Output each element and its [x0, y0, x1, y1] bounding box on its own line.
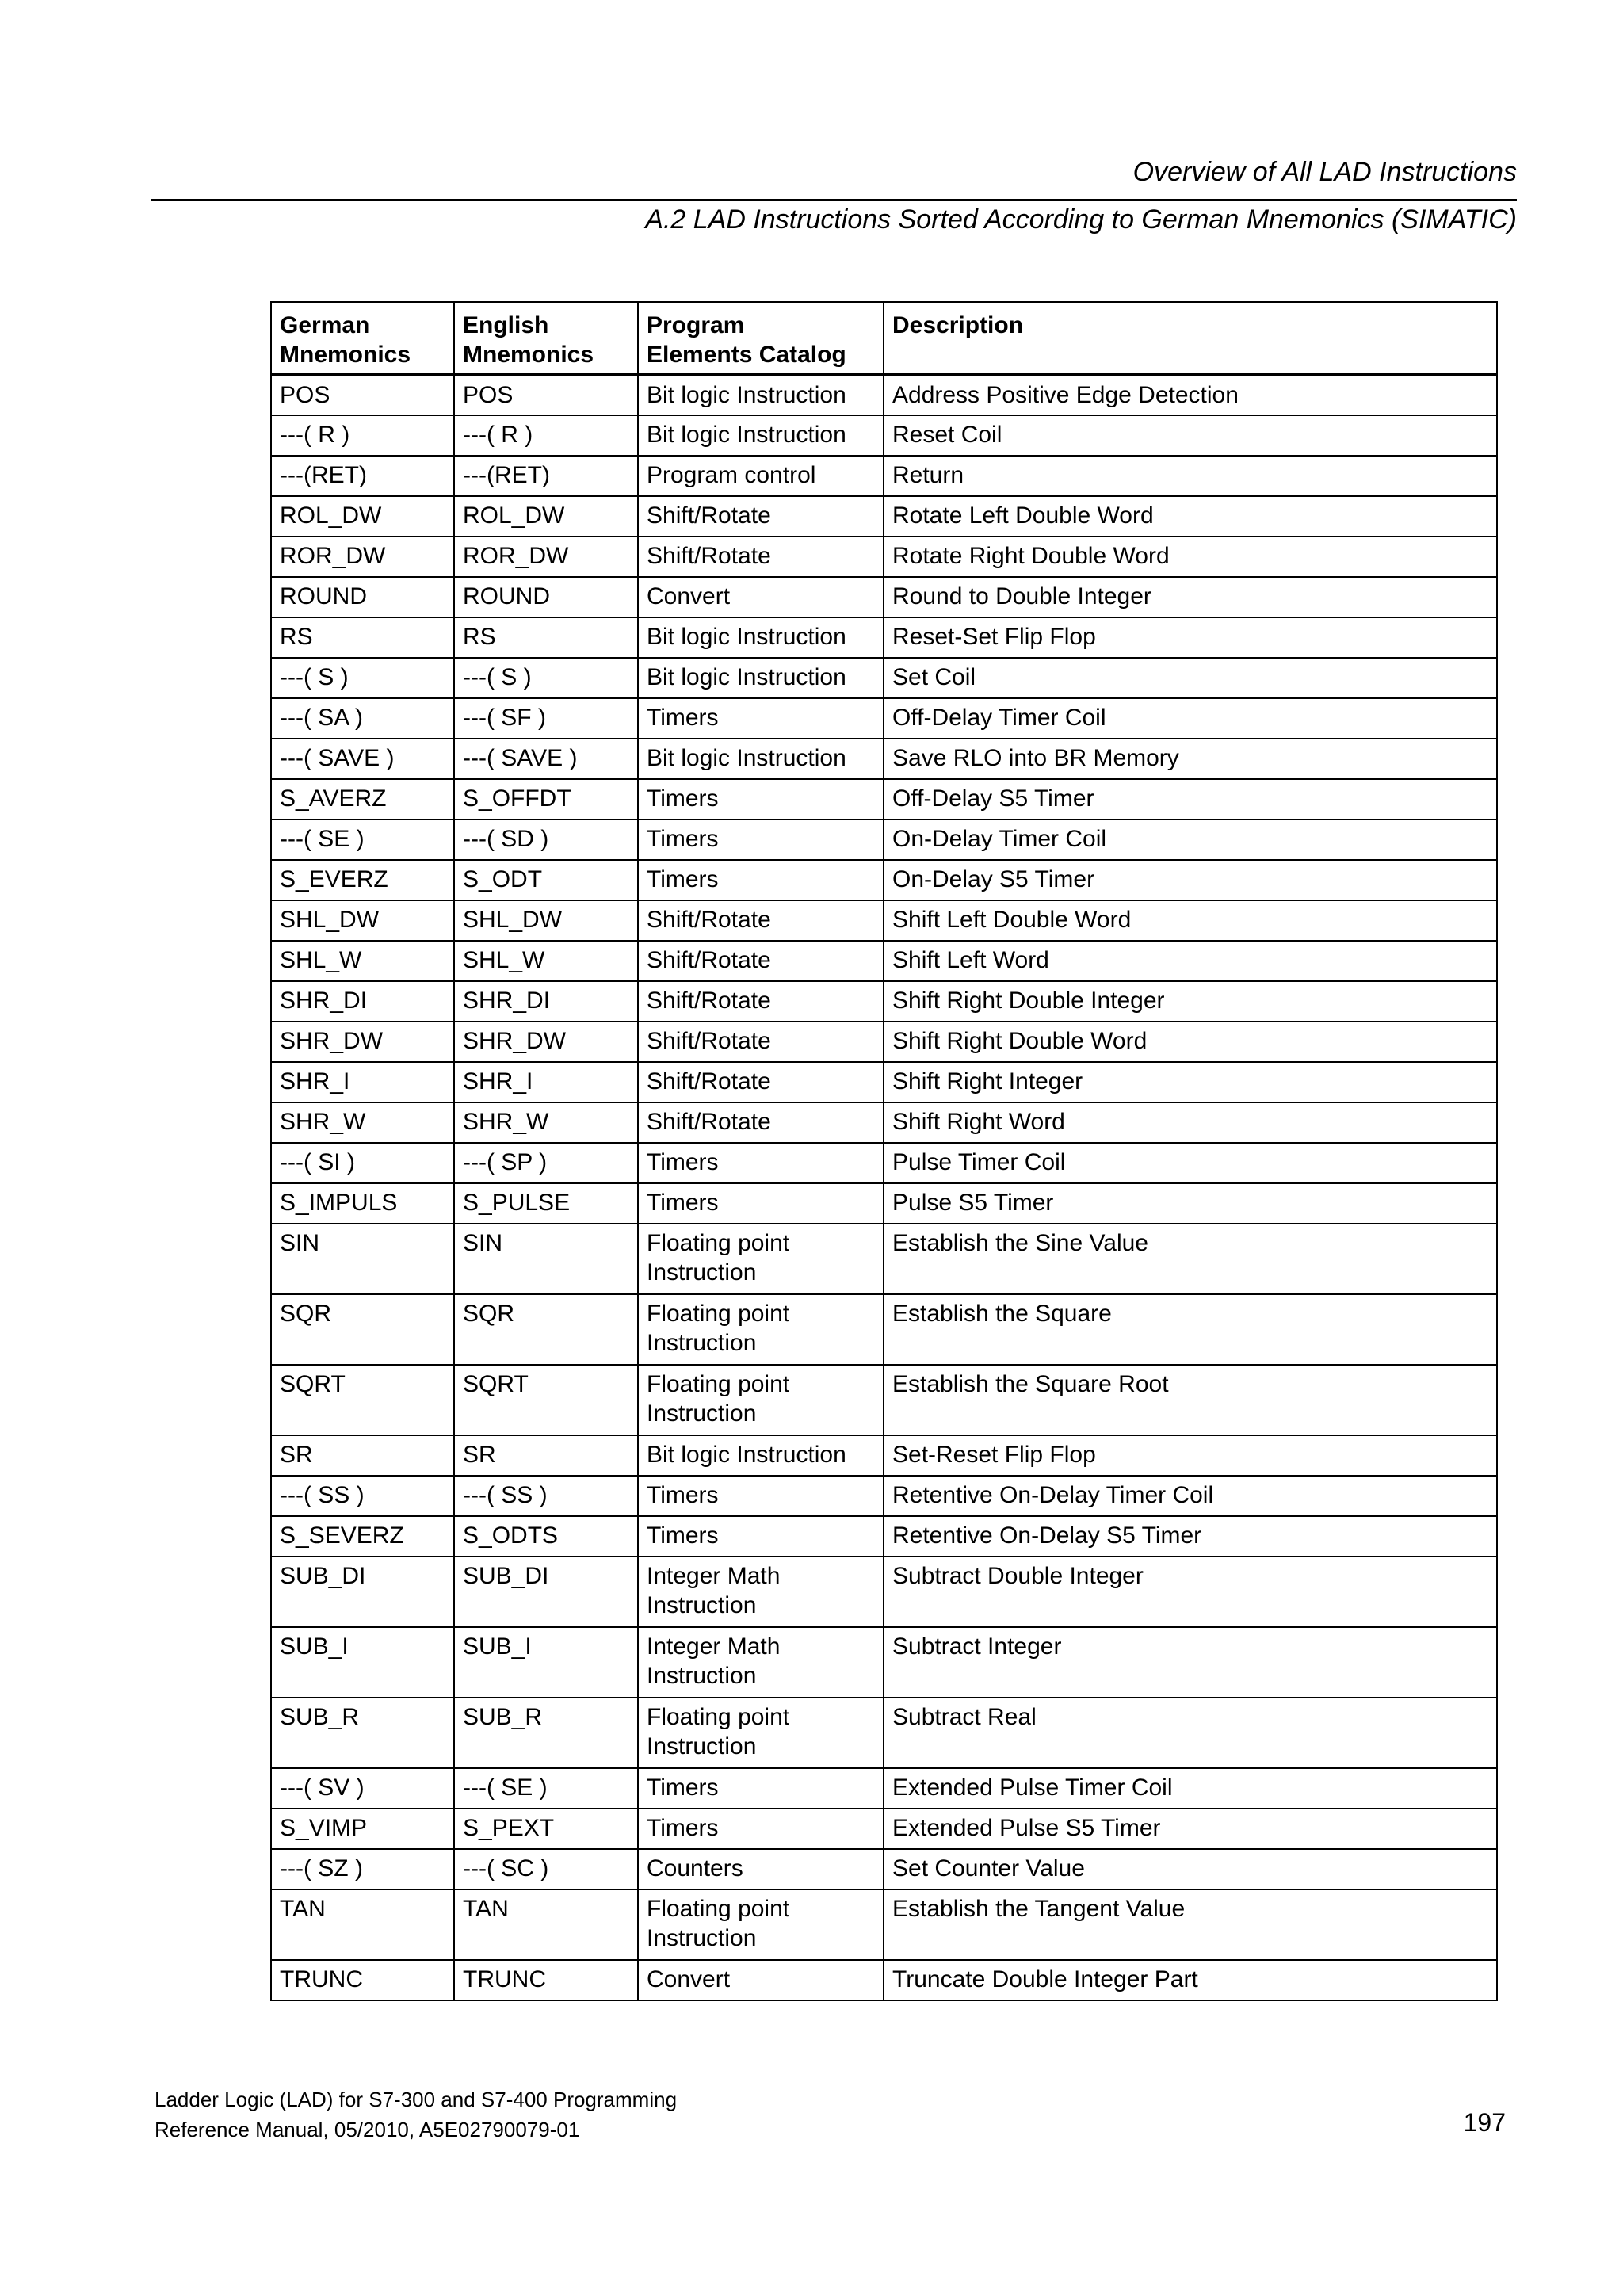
german-mnemonic-cell: ---( S ): [271, 658, 454, 698]
german-mnemonic-cell: ---( SAVE ): [271, 739, 454, 779]
catalog-line: Floating point: [647, 1301, 790, 1327]
catalog-cell: [638, 860, 884, 900]
german-mnemonic-cell: ---( SI ): [271, 1143, 454, 1183]
column-header-line: Mnemonics: [463, 342, 594, 368]
catalog-line: Timers: [647, 1775, 719, 1801]
english-mnemonic-cell: SHR_DI: [454, 981, 638, 1022]
catalog-cell: [638, 375, 884, 415]
description-cell: Shift Right Double Integer: [884, 981, 1497, 1022]
catalog-line: Bit logic Instruction: [647, 624, 846, 650]
catalog-line: Shift/Rotate: [647, 988, 771, 1014]
german-mnemonic-cell: S_IMPULS: [271, 1183, 454, 1224]
table-row: [271, 415, 1497, 456]
table-row: [271, 1435, 1497, 1476]
catalog-cell: [638, 1435, 884, 1476]
catalog-cell: [638, 1889, 884, 1960]
english-mnemonic-cell: SHL_W: [454, 941, 638, 981]
footer-manual-title: Ladder Logic (LAD) for S7-300 and S7-400 Programming: [155, 2088, 678, 2111]
catalog-cell: [638, 1516, 884, 1557]
english-mnemonic-cell: SUB_R: [454, 1698, 638, 1768]
table-row: [271, 617, 1497, 658]
table-row: [271, 1294, 1497, 1365]
catalog-cell: [638, 779, 884, 819]
description-cell: Address Positive Edge Detection: [884, 375, 1497, 415]
description-cell: Subtract Integer: [884, 1627, 1497, 1698]
catalog-line: Timers: [647, 1815, 719, 1841]
catalog-cell: [638, 1698, 884, 1768]
description-cell: Extended Pulse Timer Coil: [884, 1768, 1497, 1809]
catalog-cell: [638, 456, 884, 496]
catalog-cell: [638, 1183, 884, 1224]
english-mnemonic-cell: ---( SS ): [454, 1476, 638, 1516]
table-row: [271, 537, 1497, 577]
description-cell: Set-Reset Flip Flop: [884, 1435, 1497, 1476]
description-cell: Extended Pulse S5 Timer: [884, 1809, 1497, 1849]
catalog-cell: [638, 577, 884, 617]
catalog-line: Shift/Rotate: [647, 1028, 771, 1054]
description-cell: Pulse Timer Coil: [884, 1143, 1497, 1183]
catalog-line: Floating point: [647, 1371, 790, 1397]
german-mnemonic-cell: ROUND: [271, 577, 454, 617]
german-mnemonic-cell: S_VIMP: [271, 1809, 454, 1849]
german-mnemonic-cell: SUB_R: [271, 1698, 454, 1768]
catalog-cell: [638, 1294, 884, 1365]
table-row: [271, 739, 1497, 779]
description-cell: Subtract Real: [884, 1698, 1497, 1768]
table-row: [271, 1849, 1497, 1889]
table-row: [271, 1062, 1497, 1102]
english-mnemonic-cell: SHR_I: [454, 1062, 638, 1102]
german-mnemonic-cell: TRUNC: [271, 1960, 454, 2000]
catalog-line: Timers: [647, 705, 719, 731]
table-row: [271, 819, 1497, 860]
catalog-cell: [638, 1768, 884, 1809]
catalog-cell: [638, 819, 884, 860]
german-mnemonic-cell: TAN: [271, 1889, 454, 1960]
german-mnemonic-cell: ---( SE ): [271, 819, 454, 860]
description-cell: On-Delay S5 Timer: [884, 860, 1497, 900]
table-row: [271, 1960, 1497, 2000]
column-header-line: Program: [647, 312, 745, 338]
english-mnemonic-cell: SQRT: [454, 1365, 638, 1435]
table-row: [271, 456, 1497, 496]
german-mnemonic-cell: ROR_DW: [271, 537, 454, 577]
catalog-line: Timers: [647, 866, 719, 892]
description-cell: Shift Right Word: [884, 1102, 1497, 1143]
catalog-line: Timers: [647, 1522, 719, 1549]
catalog-cell: [638, 1809, 884, 1849]
english-mnemonic-cell: ---( SE ): [454, 1768, 638, 1809]
english-mnemonic-cell: SHR_DW: [454, 1022, 638, 1062]
catalog-cell: [638, 1224, 884, 1294]
mnemonics-table: [270, 301, 1498, 2001]
german-mnemonic-cell: S_SEVERZ: [271, 1516, 454, 1557]
english-mnemonic-cell: ROR_DW: [454, 537, 638, 577]
german-mnemonic-cell: ---(RET): [271, 456, 454, 496]
catalog-line: Shift/Rotate: [647, 543, 771, 569]
german-mnemonic-cell: POS: [271, 375, 454, 415]
english-mnemonic-cell: SHL_DW: [454, 900, 638, 941]
catalog-cell: [638, 1960, 884, 2000]
catalog-line: Floating point: [647, 1230, 790, 1256]
description-cell: Shift Right Integer: [884, 1062, 1497, 1102]
table-row: [271, 981, 1497, 1022]
description-cell: Truncate Double Integer Part: [884, 1960, 1497, 2000]
description-cell: Off-Delay Timer Coil: [884, 698, 1497, 739]
english-mnemonic-cell: ---( S ): [454, 658, 638, 698]
german-mnemonic-cell: ROL_DW: [271, 496, 454, 537]
description-cell: Return: [884, 456, 1497, 496]
english-mnemonic-cell: POS: [454, 375, 638, 415]
german-mnemonic-cell: SHL_DW: [271, 900, 454, 941]
catalog-line: Timers: [647, 1190, 719, 1216]
column-header-line: Elements Catalog: [647, 342, 846, 368]
catalog-line: Convert: [647, 583, 731, 609]
english-mnemonic-cell: SUB_DI: [454, 1557, 638, 1627]
table-row: [271, 577, 1497, 617]
english-mnemonic-cell: ---( SP ): [454, 1143, 638, 1183]
catalog-cell: [638, 941, 884, 981]
catalog-cell: [638, 1062, 884, 1102]
catalog-line: Integer Math: [647, 1633, 781, 1660]
catalog-line: Bit logic Instruction: [647, 745, 846, 771]
description-cell: Save RLO into BR Memory: [884, 739, 1497, 779]
catalog-line: Instruction: [647, 1259, 757, 1286]
catalog-cell: [638, 617, 884, 658]
catalog-line: Instruction: [647, 1400, 757, 1427]
catalog-line: Bit logic Instruction: [647, 422, 846, 448]
description-cell: Reset-Set Flip Flop: [884, 617, 1497, 658]
german-mnemonic-cell: S_AVERZ: [271, 779, 454, 819]
table-row: [271, 698, 1497, 739]
catalog-line: Counters: [647, 1855, 743, 1881]
description-cell: Rotate Left Double Word: [884, 496, 1497, 537]
german-mnemonic-cell: SHL_W: [271, 941, 454, 981]
table-header-row: [271, 302, 1497, 375]
catalog-cell: [638, 1627, 884, 1698]
description-cell: Pulse S5 Timer: [884, 1183, 1497, 1224]
catalog-line: Timers: [647, 1482, 719, 1508]
catalog-line: Shift/Rotate: [647, 502, 771, 529]
german-mnemonic-cell: ---( R ): [271, 415, 454, 456]
table-row: [271, 496, 1497, 537]
footer-manual-reference: Reference Manual, 05/2010, A5E02790079-01: [155, 2118, 580, 2141]
english-mnemonic-cell: TRUNC: [454, 1960, 638, 2000]
table-body: [271, 375, 1497, 2000]
catalog-line: Convert: [647, 1966, 731, 1992]
table-row: [271, 658, 1497, 698]
table-row: [271, 900, 1497, 941]
column-header-line: English: [463, 312, 549, 338]
description-cell: Reset Coil: [884, 415, 1497, 456]
description-cell: Set Coil: [884, 658, 1497, 698]
catalog-line: Instruction: [647, 1663, 757, 1689]
table-row: [271, 1022, 1497, 1062]
catalog-line: Bit logic Instruction: [647, 664, 846, 690]
table-row: [271, 1102, 1497, 1143]
column-header-line: Mnemonics: [280, 342, 411, 368]
catalog-cell: [638, 698, 884, 739]
english-mnemonic-cell: S_PULSE: [454, 1183, 638, 1224]
catalog-line: Bit logic Instruction: [647, 1442, 846, 1468]
german-mnemonic-cell: SHR_I: [271, 1062, 454, 1102]
german-mnemonic-cell: ---( SA ): [271, 698, 454, 739]
description-cell: Establish the Square: [884, 1294, 1497, 1365]
table-row: [271, 1224, 1497, 1294]
table-row: [271, 860, 1497, 900]
catalog-cell: [638, 1143, 884, 1183]
catalog-cell: [638, 1476, 884, 1516]
german-mnemonic-cell: ---( SZ ): [271, 1849, 454, 1889]
german-mnemonic-cell: SHR_DW: [271, 1022, 454, 1062]
german-mnemonic-cell: SUB_DI: [271, 1557, 454, 1627]
catalog-cell: [638, 900, 884, 941]
catalog-cell: [638, 1365, 884, 1435]
catalog-cell: [638, 415, 884, 456]
description-cell: Establish the Square Root: [884, 1365, 1497, 1435]
description-cell: Shift Left Word: [884, 941, 1497, 981]
english-mnemonic-cell: S_ODTS: [454, 1516, 638, 1557]
description-cell: Establish the Tangent Value: [884, 1889, 1497, 1960]
catalog-line: Program control: [647, 462, 816, 488]
catalog-cell: [638, 981, 884, 1022]
description-cell: Subtract Double Integer: [884, 1557, 1497, 1627]
table-row: [271, 1889, 1497, 1960]
english-mnemonic-cell: ---( R ): [454, 415, 638, 456]
german-mnemonic-cell: SR: [271, 1435, 454, 1476]
german-mnemonic-cell: SHR_DI: [271, 981, 454, 1022]
german-mnemonic-cell: SQR: [271, 1294, 454, 1365]
english-mnemonic-cell: SUB_I: [454, 1627, 638, 1698]
english-mnemonic-cell: ROUND: [454, 577, 638, 617]
german-mnemonic-cell: RS: [271, 617, 454, 658]
catalog-line: Floating point: [647, 1704, 790, 1730]
catalog-line: Timers: [647, 1149, 719, 1175]
table-row: [271, 1768, 1497, 1809]
column-header-german: [271, 302, 454, 375]
catalog-cell: [638, 1849, 884, 1889]
page-number: 197: [1463, 2108, 1506, 2137]
english-mnemonic-cell: S_PEXT: [454, 1809, 638, 1849]
table-row: [271, 1698, 1497, 1768]
german-mnemonic-cell: SUB_I: [271, 1627, 454, 1698]
description-cell: Retentive On-Delay S5 Timer: [884, 1516, 1497, 1557]
german-mnemonic-cell: ---( SV ): [271, 1768, 454, 1809]
catalog-line: Instruction: [647, 1925, 757, 1951]
description-cell: Off-Delay S5 Timer: [884, 779, 1497, 819]
column-header-english: [454, 302, 638, 375]
catalog-line: Bit logic Instruction: [647, 382, 846, 408]
english-mnemonic-cell: TAN: [454, 1889, 638, 1960]
table-row: [271, 1183, 1497, 1224]
column-header-description: [884, 302, 1497, 375]
description-cell: Establish the Sine Value: [884, 1224, 1497, 1294]
column-header-catalog: [638, 302, 884, 375]
english-mnemonic-cell: ---( SD ): [454, 819, 638, 860]
description-cell: On-Delay Timer Coil: [884, 819, 1497, 860]
english-mnemonic-cell: ---( SAVE ): [454, 739, 638, 779]
table-row: [271, 1809, 1497, 1849]
english-mnemonic-cell: ---( SF ): [454, 698, 638, 739]
catalog-line: Floating point: [647, 1896, 790, 1922]
catalog-line: Integer Math: [647, 1563, 781, 1589]
description-cell: Shift Right Double Word: [884, 1022, 1497, 1062]
english-mnemonic-cell: S_ODT: [454, 860, 638, 900]
section-title: A.2 LAD Instructions Sorted According to German Mnemonics (SIMATIC): [645, 204, 1517, 235]
table-row: [271, 1627, 1497, 1698]
german-mnemonic-cell: SIN: [271, 1224, 454, 1294]
catalog-cell: [638, 496, 884, 537]
table-row: [271, 1143, 1497, 1183]
catalog-line: Timers: [647, 826, 719, 852]
english-mnemonic-cell: ROL_DW: [454, 496, 638, 537]
catalog-cell: [638, 739, 884, 779]
catalog-line: Timers: [647, 785, 719, 812]
catalog-cell: [638, 658, 884, 698]
german-mnemonic-cell: S_EVERZ: [271, 860, 454, 900]
catalog-line: Shift/Rotate: [647, 1109, 771, 1135]
table-row: [271, 1476, 1497, 1516]
table-row: [271, 375, 1497, 415]
catalog-line: Instruction: [647, 1330, 757, 1356]
catalog-line: Instruction: [647, 1592, 757, 1618]
catalog-cell: [638, 1102, 884, 1143]
table-row: [271, 1365, 1497, 1435]
catalog-line: Shift/Rotate: [647, 907, 771, 933]
table-row: [271, 1516, 1497, 1557]
description-cell: Retentive On-Delay Timer Coil: [884, 1476, 1497, 1516]
description-cell: Shift Left Double Word: [884, 900, 1497, 941]
chapter-title: Overview of All LAD Instructions: [1132, 157, 1517, 187]
german-mnemonic-cell: ---( SS ): [271, 1476, 454, 1516]
description-cell: Set Counter Value: [884, 1849, 1497, 1889]
english-mnemonic-cell: SQR: [454, 1294, 638, 1365]
table-row: [271, 1557, 1497, 1627]
catalog-cell: [638, 1022, 884, 1062]
english-mnemonic-cell: ---(RET): [454, 456, 638, 496]
german-mnemonic-cell: SHR_W: [271, 1102, 454, 1143]
english-mnemonic-cell: ---( SC ): [454, 1849, 638, 1889]
english-mnemonic-cell: SIN: [454, 1224, 638, 1294]
catalog-cell: [638, 1557, 884, 1627]
english-mnemonic-cell: SR: [454, 1435, 638, 1476]
table-row: [271, 779, 1497, 819]
catalog-line: Instruction: [647, 1733, 757, 1759]
description-cell: Rotate Right Double Word: [884, 537, 1497, 577]
header-divider: [151, 199, 1517, 201]
description-cell: Round to Double Integer: [884, 577, 1497, 617]
column-header-line: Description: [892, 312, 1024, 338]
column-header-line: German: [280, 312, 370, 338]
english-mnemonic-cell: SHR_W: [454, 1102, 638, 1143]
catalog-cell: [638, 537, 884, 577]
german-mnemonic-cell: SQRT: [271, 1365, 454, 1435]
catalog-line: Shift/Rotate: [647, 947, 771, 973]
table-row: [271, 941, 1497, 981]
english-mnemonic-cell: S_OFFDT: [454, 779, 638, 819]
catalog-line: Shift/Rotate: [647, 1068, 771, 1095]
english-mnemonic-cell: RS: [454, 617, 638, 658]
